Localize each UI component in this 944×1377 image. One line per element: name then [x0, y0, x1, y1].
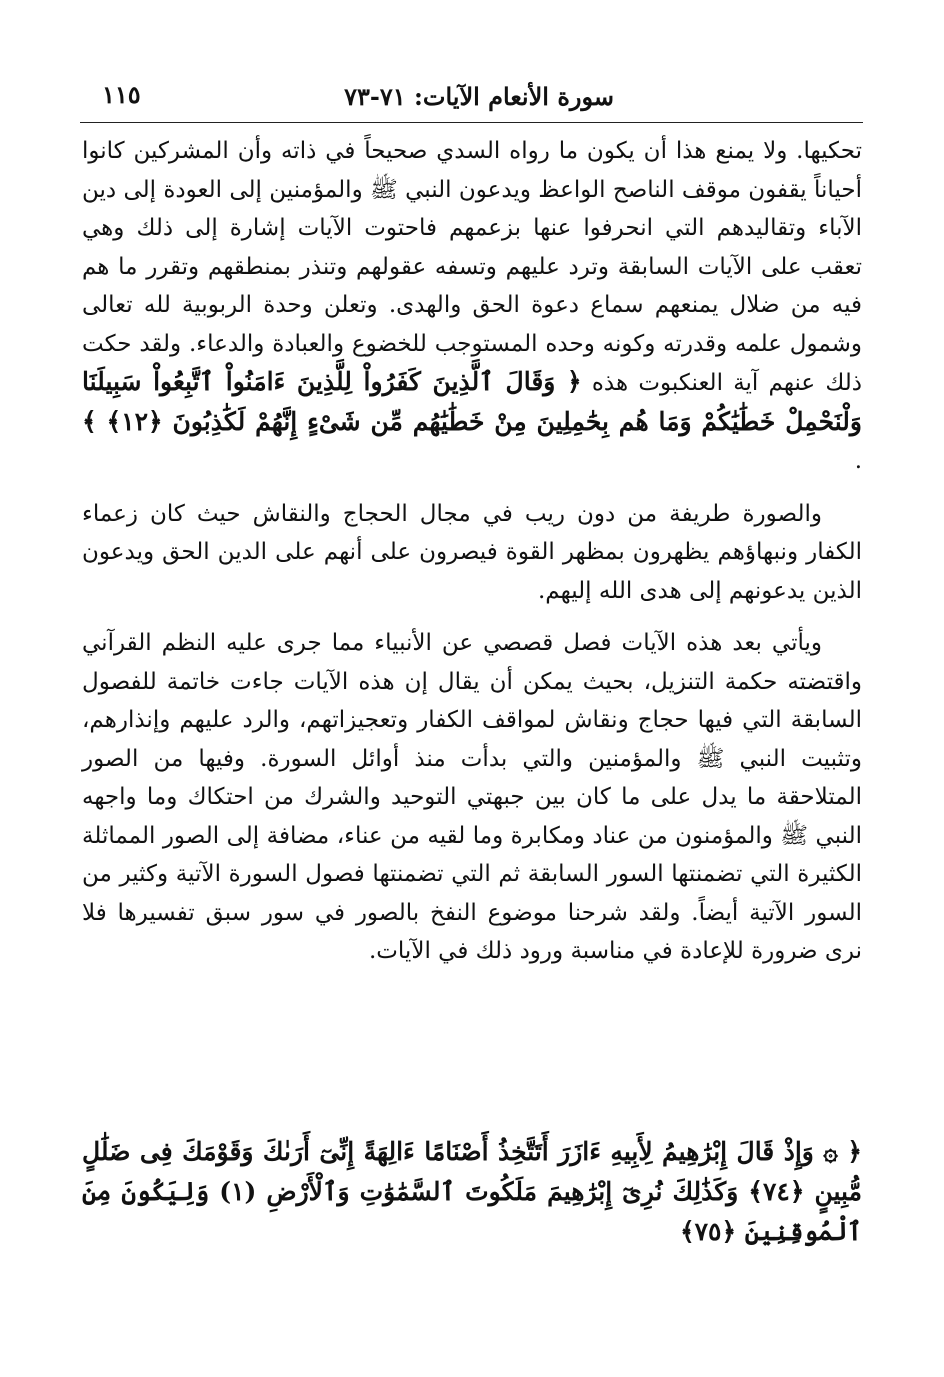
paragraph — [82, 132, 862, 481]
verses-text: ﴿ ۞ وَإِذْ قَالَ إِبْرَٰهِيمُ لِأَبِيهِ ءَازَرَ أَتَتَّخِذُ أَصْنَامًا ءَالِهَةً إِنِّىٓ أَرَىٰكَ وَقَوْمَكَ فِى ضَلَٰلٍ مُّبِينٍ ﴿٧٤﴾ وَكَذَٰلِكَ نُرِىٓ إِبْرَٰهِيمَ مَلَكُوتَ ٱلسَّمَٰوَٰتِ وَٱلْأَرْضِ (١) وَلِيَكُونَ مِنَ ٱلْمُوقِنِينَ ﴿٧٥﴾ — [82, 1137, 862, 1246]
paragraph — [82, 624, 862, 971]
paragraph-text: ويأتي بعد هذه الآيات فصل قصصي عن الأنبياء مما جرى عليه النظم القرآني واقتضته حكمة التنزيل، بحيث يمكن أن يقال إن هذه الآيات جاءت خاتمة للفصول السابقة التي فيها حجاج ونقاش لمواقف الكفار وتعجيزاتهم، والرد عليهم وإنذارهم، وتثبيت النبي ﷺ والمؤمنين والتي بدأت منذ أوائل السورة. وفيها من الصور المتلاحقة ما يدل على ما كان بين جبهتي التوحيد والشرك من احتكاك وما واجهه النبي ﷺ والمؤمنون من عناد ومكابرة وما لقيه من عناء، مضافة إلى الصور المماثلة الكثيرة التي تضمنتها السور السابقة ثم التي تضمنتها فصول السورة الآتية وكثير من السور الآتية أيضاً. ولقد شرحنا موضوع النفخ بالصور في سور سبق تفسيرها فلا نرى ضرورة للإعادة في مناسبة ورود ذلك في الآيات. — [82, 630, 863, 964]
page-number: ١١٥ — [102, 80, 141, 109]
quran-quote: ﴿ وَقَالَ ٱلَّذِينَ كَفَرُواْ لِلَّذِينَ ءَامَنُواْ ٱتَّبِعُواْ سَبِيلَنَا وَلْنَحْمِلْ خَطَٰيَٰكُمْ وَمَا هُم بِحَٰمِلِينَ مِنْ خَطَٰيَٰهُم مِّن شَىْءٍ إِنَّهُمْ لَكَٰذِبُونَ ﴿١٢﴾ ﴾ — [82, 367, 862, 436]
page-header — [100, 80, 844, 116]
body-text — [82, 132, 862, 971]
header-rule — [80, 122, 863, 123]
paragraph-tail: . — [854, 448, 862, 474]
paragraph-text: والصورة طريفة من دون ريب في مجال الحجاج والنقاش حيث كان زعماء الكفار ونبهاؤهم يظهرون بمظهر القوة فيصرون على أنهم على الدين الحق ويدعون الذين يدعونهم إلى هدى الله إليهم. — [82, 500, 862, 604]
paragraph-text: تحكيها. ولا يمنع هذا أن يكون ما رواه السدي صحيحاً في ذاته وأن المشركين كانوا أحياناً يقفون موقف الناصح الواعظ ويدعون النبي ﷺ والمؤمنين إلى العودة إلى دين الآباء وتقاليدهم التي انحرفوا عنها بزعمهم فاحتوت الآيات إشارة إلى ذلك وهي تعقب على الآيات السابقة وترد عليهم وتسفه عقولهم وتنذر بمنطقهم وتقرر ما هم فيه من ضلال يمنعهم سماع دعوة الحق والهدى. وتعلن وحدة الربوبية لله تعالى وشمول علمه وقدرته وكونه وحده المستوجب للخضوع والعبادة والدعاء. ولقد حكت ذلك عنهم آية العنكبوت هذه — [82, 138, 862, 396]
running-title: سورة الأنعام الآيات: ٧١-٧٣ — [344, 82, 614, 111]
quran-verses — [82, 1132, 862, 1252]
paragraph — [82, 495, 862, 611]
